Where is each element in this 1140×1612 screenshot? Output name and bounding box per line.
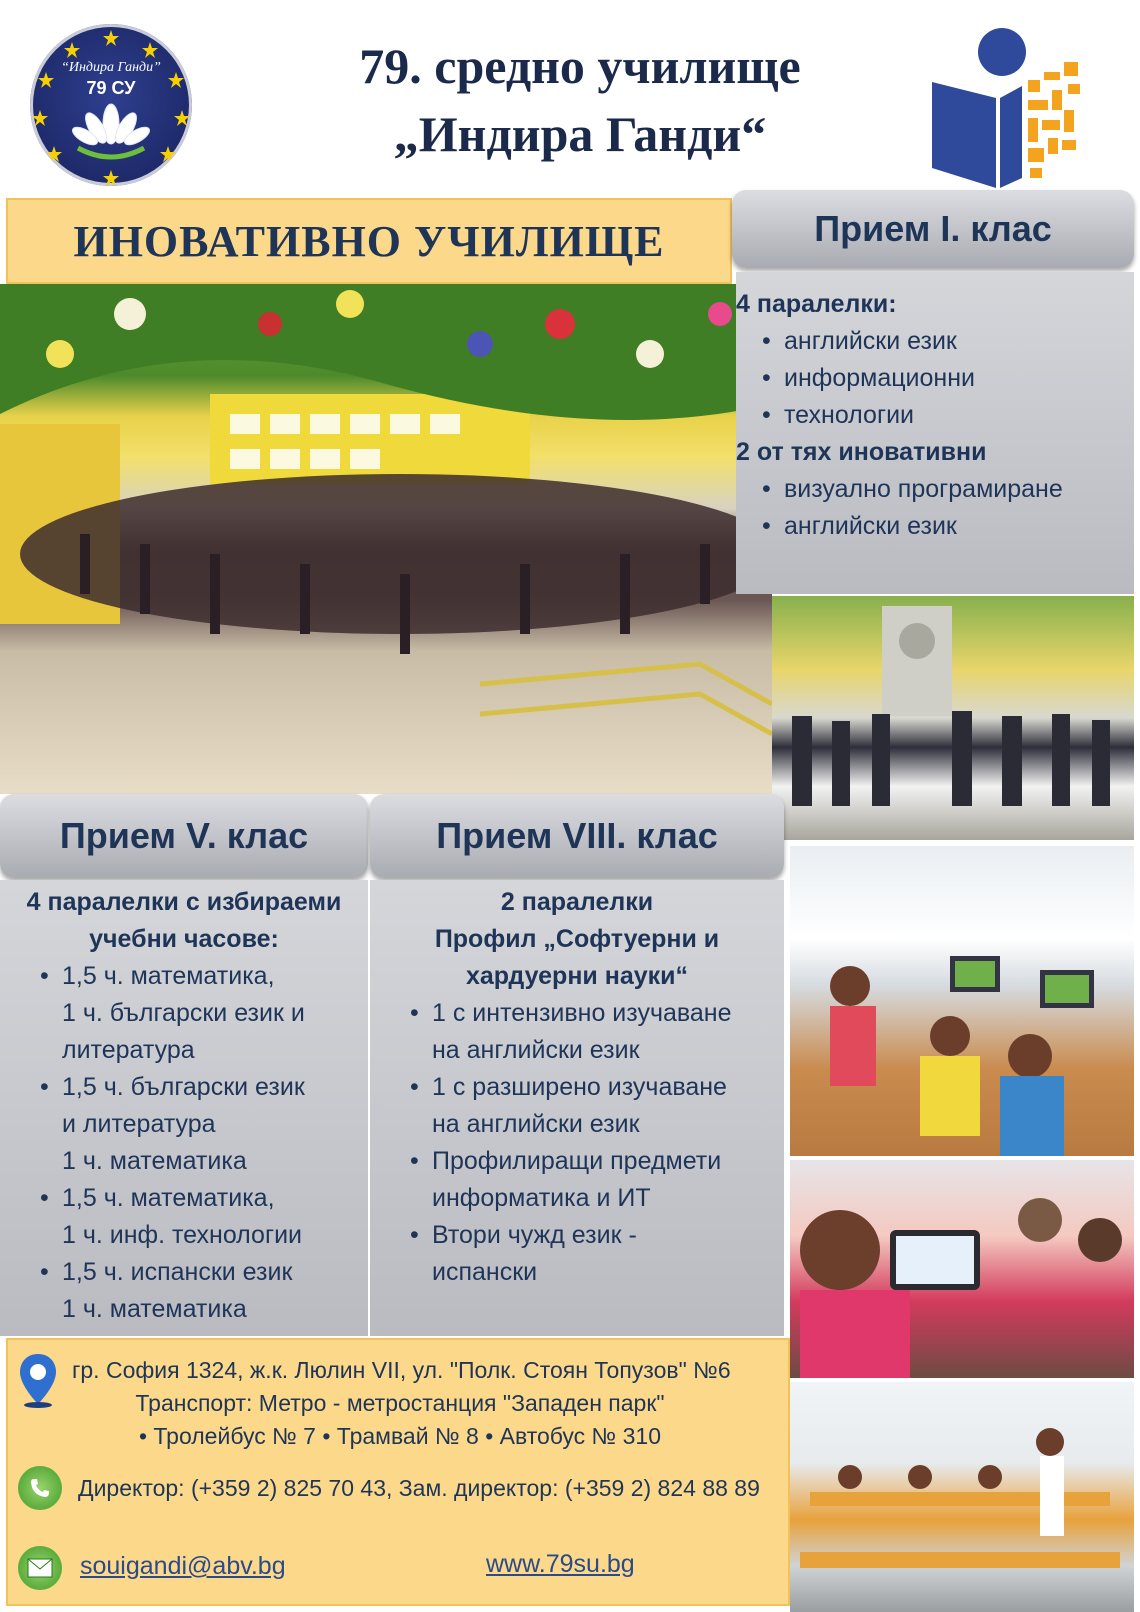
class-5-panel: [0, 880, 368, 1336]
class-5-option-line: и литература: [62, 1110, 216, 1138]
class-8-option-line: на английски език: [432, 1110, 640, 1138]
class-8-option-line: • 1 с разширено изучаване: [432, 1073, 727, 1101]
class-8-option-line: испански: [432, 1258, 538, 1286]
computer-lab-art: [790, 846, 1134, 1156]
class-8-profile: Профил „Софтуерни и: [434, 925, 720, 953]
class-8-intro: 2 паралелки: [500, 888, 654, 916]
title-line-1: 79. средно училище: [359, 38, 801, 94]
transport-lines: • Тролейбус № 7 • Трамвай № 8 • Автобус № 310: [138, 1423, 661, 1449]
ceremony-photo-art: [0, 284, 772, 794]
emblem-number: 79 СУ: [86, 78, 136, 98]
tablet-photo-art: [790, 1160, 1134, 1378]
class-5-option-line: 1 ч. български език и: [62, 999, 305, 1027]
class-1-innovative-item: • английски език: [758, 508, 1134, 545]
class-1-innovative: 2 от тях иновативни: [736, 438, 987, 466]
emblem-name: “Индира Ганди”: [61, 60, 161, 75]
school-emblem-logo: [30, 24, 192, 186]
class-8-option-line: на английски език: [432, 1036, 640, 1064]
class-5-heading: Прием V. клас: [0, 794, 368, 878]
logo-book-spine: [1000, 86, 1022, 188]
classroom-photo: [790, 1382, 1134, 1612]
website-link[interactable]: www.79su.bg: [486, 1550, 635, 1578]
transport-metro: Транспорт: Метро - метростанция "Западен парк": [135, 1390, 665, 1416]
class-5-option-line: • 1,5 ч. български език: [62, 1073, 305, 1101]
page-title: [250, 32, 910, 168]
contact-footer: [6, 1338, 790, 1606]
phone-glyph: [28, 1476, 52, 1500]
title-line-2: „Индира Ганди“: [393, 106, 767, 162]
class-8-option: [406, 1143, 784, 1217]
innovative-school-banner: ИНОВАТИВНО УЧИЛИЩЕ: [6, 198, 732, 284]
class-5-option-line: 1 ч. инф. технологии: [62, 1221, 303, 1249]
class-8-profile-2: хардуерни науки“: [465, 962, 689, 990]
class-1-item: • технологии: [758, 397, 1134, 434]
class-8-option: [406, 1217, 784, 1291]
lotus-leaf: [78, 148, 144, 157]
email-link[interactable]: souigandi@abv.bg: [80, 1552, 286, 1580]
class-1-item: • английски език: [758, 323, 1134, 360]
class-8-option-line: • Профилиращи предмети: [432, 1147, 722, 1175]
class-5-intro: 4 паралелки с избираеми: [26, 888, 342, 916]
tablet-students-photo: [790, 1160, 1134, 1378]
class-8-option-line: информатика и ИТ: [432, 1184, 651, 1212]
monument-photo-art: [772, 596, 1134, 840]
emblem-svg: [30, 24, 192, 186]
class-1-item: • информационни: [758, 360, 1134, 397]
class-8-heading: Прием VIII. клас: [370, 794, 784, 878]
innovative-logo-svg: [930, 28, 1095, 188]
class-1-innovative-item: • визуално програмиране: [758, 471, 1134, 508]
logo-head-icon: [978, 28, 1026, 76]
class-5-option-line: • 1,5 ч. математика,: [62, 962, 275, 990]
class-5-option: [36, 1069, 368, 1180]
class-5-option-line: 1 ч. математика: [62, 1295, 247, 1323]
class-5-option-line: • 1,5 ч. математика,: [62, 1184, 275, 1212]
innovative-school-logo: [930, 28, 1095, 188]
class-1-sections: 4 паралелки:: [736, 290, 897, 318]
envelope-glyph: [27, 1558, 53, 1578]
address: гр. София 1324, ж.к. Люлин VII, ул. "Полк. Стоян Топузов" №6: [72, 1357, 731, 1383]
class-5-intro-2: учебни часове:: [89, 925, 279, 953]
class-8-option: [406, 995, 784, 1069]
classroom-art: [790, 1382, 1134, 1612]
logo-qr-pattern: [1028, 62, 1080, 178]
class-5-option-line: 1 ч. математика: [62, 1147, 247, 1175]
phone-numbers: Директор: (+359 2) 825 70 43, Зам. директор: (+359 2) 824 88 89: [78, 1475, 760, 1501]
class-5-option: [36, 958, 368, 1069]
class-8-option-line: • 1 с интензивно изучаване: [432, 999, 732, 1027]
logo-book-left: [932, 82, 996, 188]
class-5-option-line: • 1,5 ч. испански език: [62, 1258, 293, 1286]
class-8-panel: [370, 880, 784, 1336]
monument-ceremony-photo: [772, 596, 1134, 840]
lotus-icon: [70, 104, 152, 148]
phone-icon: [18, 1466, 62, 1510]
email-icon: [18, 1546, 62, 1590]
class-1-heading: Прием I. клас: [732, 190, 1134, 268]
computer-lab-photo: [790, 846, 1134, 1156]
class-8-option: [406, 1069, 784, 1143]
class-8-option-line: • Втори чужд език -: [432, 1221, 637, 1249]
class-5-option: [36, 1180, 368, 1254]
class-5-option: [36, 1254, 368, 1328]
class-5-option-line: литература: [62, 1036, 195, 1064]
school-ceremony-photo: [0, 284, 772, 794]
class-1-panel: [736, 272, 1134, 594]
